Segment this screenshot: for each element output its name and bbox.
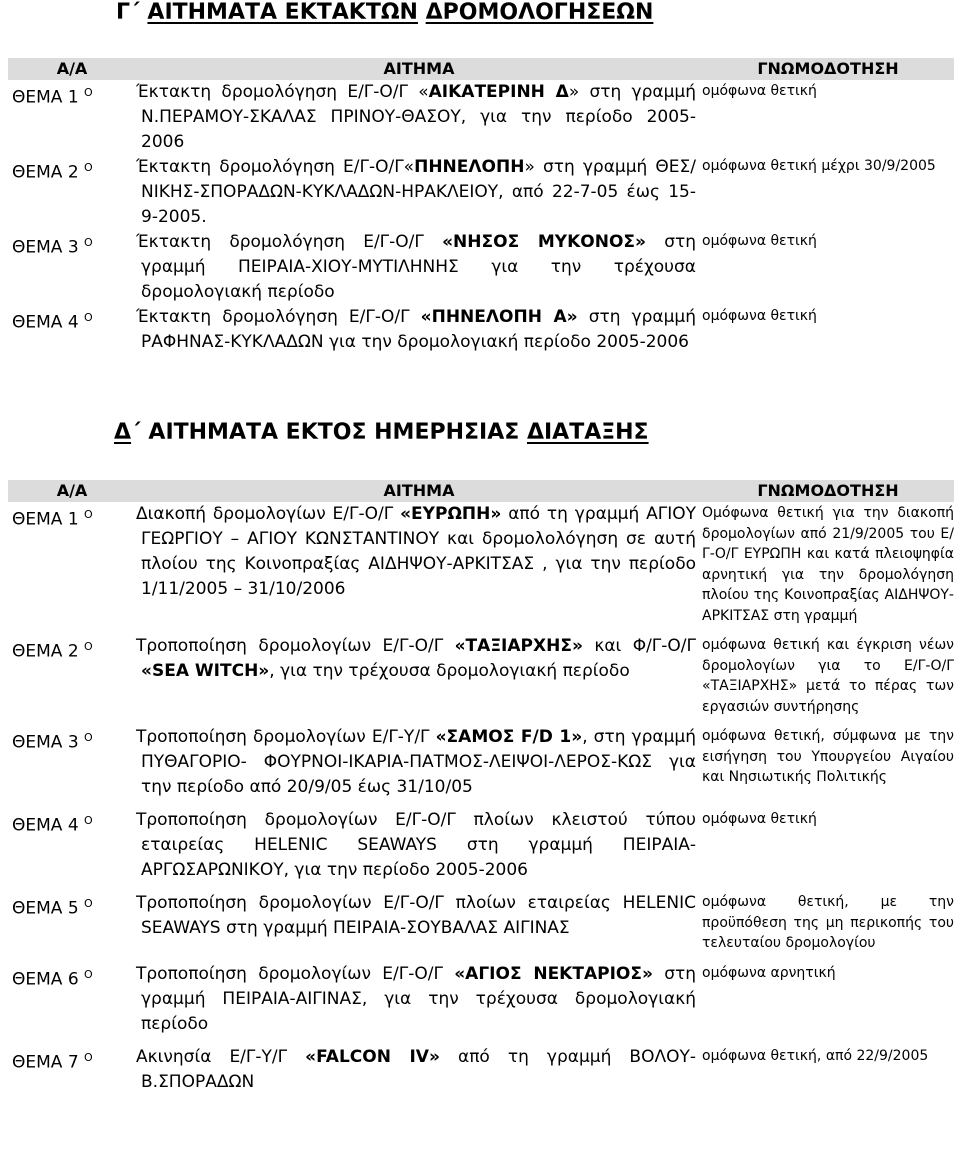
table-row [8,1045,954,1095]
request-text-body [136,80,696,155]
request-text-part: Τροποποίηση δρομολογίων Ε/Γ-Ο/Γ πλοίων εταιρείας HELENIC SEAWAYS στη γραμμή ΠΕΙΡΑΙΑ-ΣΟΥΒΑΛΑΣ ΑΙΓΙΝΑΣ [136,893,696,938]
item-number-text: ΘΕΜΑ 5 [12,898,79,919]
header-gnomodotisi: ΓΝΩΜΟΔΟΤΗΣΗ [702,480,954,502]
request-text-part: Ακινησία Ε/Γ-Υ/Γ [136,1046,306,1067]
table-row [8,80,954,155]
request-text-body [136,634,696,684]
item-number-ordinal: Ο [84,161,93,174]
request-text-body [136,725,696,800]
request-text-part: από τη γραμμή ΒΟΛΟΥ-Β.ΣΠΟΡΑΔΩΝ [141,1046,696,1092]
item-number [8,634,136,717]
item-number-ordinal: Ο [84,814,93,827]
request-text-part: στη γραμμή ΠΕΙΡΑΙΑ-ΑΙΓΙΝΑΣ, για την τρέχουσα δρομολογιακή περίοδο [141,963,697,1034]
item-number-ordinal: Ο [84,897,93,910]
request-text-body [136,891,696,941]
opinion-text: ομόφωνα θετική [702,233,817,249]
request-text-part: στη γραμμή ΡΑΦΗΝΑΣ-ΚΥΚΛΑΔΩΝ για την δρομολογιακή περίοδο 2005-2006 [141,307,696,352]
item-number-ordinal: Ο [84,967,93,981]
row-gap-cell [8,800,954,808]
row-gap-cell [8,626,954,634]
opinion-text: ομόφωνα θετική [702,83,817,99]
requests-table-g [8,58,954,355]
request-text [136,230,702,305]
request-text-part: , στη γραμμή ΠΥΘΑΓΟΡΙΟ- ΦΟΥΡΝΟΙ-ΙΚΑΡΙΑ-ΠΑΤΜΟΣ-ΛΕΙΨΟΙ-ΛΕΡΟΣ-ΚΩΣ για την περίοδο από 20/9/05 έως 31/10/05 [141,727,696,797]
item-number-text: ΘΕΜΑ 1 [12,87,79,108]
section-d-title: Δ΄ ΑΙΤΗΜΑΤΑ ΕΚΤΟΣ ΗΜΕΡΗΣΙΑΣ ΔΙΑΤΑΞΗΣ [114,420,649,445]
item-number [8,502,136,626]
request-text-body [136,502,696,602]
item-number [8,230,136,305]
table-row [8,725,954,800]
row-gap [8,800,954,808]
request-text [136,155,702,230]
header-aa: Α/Α [8,58,136,80]
request-text-part: και Φ/Γ-Ο/Γ [582,636,696,656]
item-number-ordinal: Ο [84,731,93,744]
item-number-text: ΘΕΜΑ 6 [12,969,79,990]
header-aitima: ΑΙΤΗΜΑ [136,480,702,502]
request-text-body [136,962,696,1037]
request-text-part: Διακοπή δρομολογίων Ε/Γ-Ο/Γ [136,504,401,524]
vessel-name: «ΠΗΝΕΛΟΠΗ Α» [420,307,578,327]
row-gap [8,626,954,634]
item-number-text: ΘΕΜΑ 1 [12,509,79,530]
request-text-body [136,305,696,355]
row-gap [8,883,954,891]
request-text [136,305,702,355]
vessel-name: «ΑΓΙΟΣ ΝΕΚΤΑΡΙΟΣ» [454,963,653,984]
table-row [8,230,954,305]
vessel-name: «FALCON IV» [305,1046,440,1067]
item-number [8,962,136,1037]
request-text [136,808,702,883]
vessel-name: ΠΗΝΕΛΟΠΗ [414,157,525,177]
item-number-ordinal: Ο [84,236,93,249]
request-text [136,725,702,800]
item-number-ordinal: Ο [84,508,93,521]
request-text-part: » στη γραμμή ΘΕΣ/ΝΙΚΗΣ-ΣΠΟΡΑΔΩΝ-ΚΥΚΛΑΔΩΝ-ΗΡΑΚΛΕΙΟΥ, από 22-7-05 έως 15-9-2005. [141,157,696,227]
request-text-part: , για την τρέχουσα δρομολογιακή περίοδο [269,661,630,681]
row-gap-cell [8,717,954,725]
request-text [136,502,702,626]
header-aa: Α/Α [8,480,136,502]
item-number [8,891,136,954]
vessel-name: «ΝΗΣΟΣ ΜΥΚΟΝΟΣ» [442,232,647,252]
table-row [8,155,954,230]
request-text-part: Έκτακτη δρομολόγηση Ε/Γ-Ο/Γ [136,307,421,327]
table-row [8,305,954,355]
row-gap-cell [8,883,954,891]
item-number-text: ΘΕΜΑ 2 [12,162,79,183]
opinion-text: ομόφωνα θετική, από 22/9/2005 [702,1047,929,1064]
request-text-part: » στη γραμμή Ν.ΠΕΡΑΜΟΥ-ΣΚΑΛΑΣ ΠΡΙΝΟΥ-ΘΑΣΟΥ, για την περίοδο 2005-2006 [141,82,696,152]
request-text-body [136,155,696,230]
table-row [8,962,954,1037]
opinion-text: ομόφωνα αρνητική [702,964,836,981]
request-text-part: Τροποποίηση δρομολογίων Ε/Γ-Υ/Γ [136,727,436,747]
item-number [8,155,136,230]
item-number-ordinal: Ο [84,640,93,653]
request-text [136,1045,702,1095]
table-row [8,891,954,954]
item-number-text: ΘΕΜΑ 4 [12,815,79,836]
table-row [8,502,954,626]
opinion-text: ομόφωνα θετική, σύμφωνα με την εισήγηση του Υπουργείου Αιγαίου και Νησιωτικής Πολιτικής [702,728,954,785]
vessel-name: «ΕΥΡΩΠΗ» [400,504,502,524]
request-text-body [136,230,696,305]
item-number [8,725,136,800]
opinion-text: ομόφωνα θετική και έγκριση νέων δρομολογίων για το Ε/Γ-Ο/Γ «ΤΑΞΙΑΡΧΗΣ» μετά το πέρας των εργασιών συντήρησης [702,637,954,715]
opinion-text: Ομόφωνα θετική για την διακοπή δρομολογίων από 21/9/2005 του Ε/Γ-Ο/Γ ΕΥΡΩΠΗ και κατά πλειοψηφία αρνητική για την δρομολόγηση πλοίου της Κοινοπραξίας ΑΙΔΗΨΟΥ-ΑΡΚΙΤΣΑΣ στη γραμμή [702,505,954,624]
section-g-title: Γ΄ ΑΙΤΗΜΑΤΑ ΕΚΤΑΚΤΩΝ ΔΡΟΜΟΛΟΓΗΣΕΩΝ [116,0,654,25]
item-number [8,80,136,155]
item-number-text: ΘΕΜΑ 2 [12,641,79,662]
item-number [8,808,136,883]
item-number-text: ΘΕΜΑ 3 [12,237,79,258]
opinion-text: ομόφωνα θετική μέχρι 30/9/2005 [702,158,936,174]
vessel-name: «ΤΑΞΙΑΡΧΗΣ» [454,636,583,656]
request-text-part: Έκτακτη δρομολόγηση Ε/Γ-Ο/Γ « [136,82,429,102]
vessel-name: «ΣΑΜΟΣ F/D 1» [435,727,583,747]
request-text [136,80,702,155]
row-gap-cell [8,1037,954,1045]
table-header [8,480,954,502]
table-row [8,634,954,717]
item-number-ordinal: Ο [84,311,93,324]
item-number-text: ΘΕΜΑ 3 [12,732,79,753]
opinion-text: ομόφωνα θετική, με την προϋπόθεση της μη περικοπής του τελευταίου δρομολογίου [702,894,954,951]
request-text-body [136,1045,696,1095]
request-text-part: Έκτακτη δρομολόγηση Ε/Γ-Ο/Γ [136,232,443,252]
opinion-text: ομόφωνα θετική [702,811,817,827]
request-text [136,891,702,954]
row-gap-cell [8,954,954,962]
request-text-part: Τροποποίηση δρομολογίων Ε/Γ-Ο/Γ [136,963,455,984]
request-text-part: Τροποποίηση δρομολογίων Ε/Γ-Ο/Γ [136,636,455,656]
item-number-text: ΘΕΜΑ 4 [12,312,79,333]
request-text-part: Έκτακτη δρομολόγηση Ε/Γ-Ο/Γ« [136,157,415,177]
request-text [136,962,702,1037]
requests-table-d [8,480,954,1095]
item-number-text: ΘΕΜΑ 7 [12,1052,79,1073]
row-gap [8,954,954,962]
row-gap [8,1037,954,1045]
request-text [136,634,702,717]
vessel-name: ΑΙΚΑΤΕΡΙΝΗ Δ [428,82,569,102]
request-text-body [136,808,696,883]
table-row [8,808,954,883]
item-number [8,305,136,355]
table-header [8,58,954,80]
request-text-part: στη γραμμή ΠΕΙΡΑΙΑ-ΧΙΟΥ-ΜΥΤΙΛΗΝΗΣ για την τρέχουσα δρομολογιακή περίοδο [141,232,696,302]
header-aitima: ΑΙΤΗΜΑ [136,58,702,80]
vessel-name: «SEA WITCH» [141,661,270,681]
item-number [8,1045,136,1095]
request-text-part: από τη γραμμή ΑΓΙΟΥ ΓΕΩΡΓΙΟΥ – ΑΓΙΟΥ ΚΩΝΣΤΑΝΤΙΝΟΥ και δρομολολόγηση σε αυτή πλοίου της Κοινοπραξίας ΑΙΔΗΨΟΥ-ΑΡΚΙΤΣΑΣ , για την περίοδο 1/11/2005 – 31/10/2006 [141,504,696,599]
request-text-part: Τροποποίηση δρομολογίων Ε/Γ-Ο/Γ πλοίων κλειστού τύπου εταιρείας HELENIC SEAWAYS στη γραμμή ΠΕΙΡΑΙΑ-ΑΡΓΩΣΑΡΩΝΙΚΟΥ, για την περίοδο 2005-2006 [136,810,696,880]
header-gnomodotisi: ΓΝΩΜΟΔΟΤΗΣΗ [702,58,954,80]
opinion-text: ομόφωνα θετική [702,308,817,324]
row-gap [8,717,954,725]
item-number-ordinal: Ο [84,86,93,99]
item-number-ordinal: Ο [84,1050,93,1064]
